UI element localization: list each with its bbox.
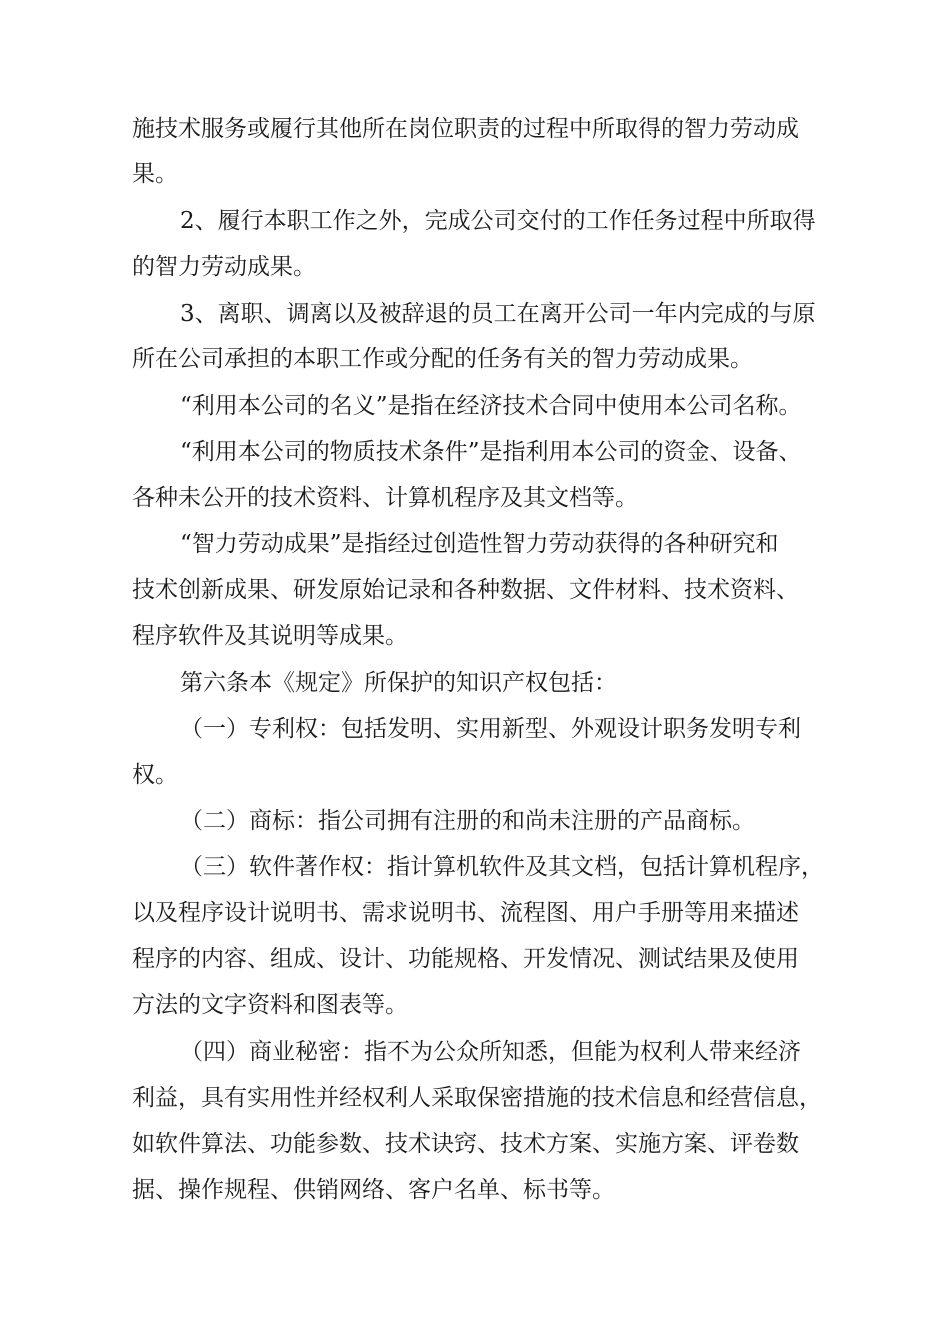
text-line: 程序的内容、组成、设计、功能规格、开发情况、测试结果及使用	[132, 946, 799, 972]
text-line: 程序软件及其说明等成果。	[132, 623, 408, 649]
text-line: 利益，具有实用性并经权利人采取保密措施的技术信息和经营信息，	[132, 1085, 822, 1111]
text-line: 果。	[132, 161, 178, 187]
text-line: （二）商标：指公司拥有注册的和尚未注册的产品商标。	[180, 808, 755, 834]
text-line: 权。	[132, 762, 178, 788]
text-line: “利用本公司的物质技术条件”是指利用本公司的资金、设备、	[180, 439, 802, 465]
text-line: 以及程序设计说明书、需求说明书、流程图、用户手册等用来描述	[132, 900, 799, 926]
text-line: （四）商业秘密：指不为公众所知悉，但能为权利人带来经济	[180, 1039, 801, 1065]
text-line: 施技术服务或履行其他所在岗位职责的过程中所取得的智力劳动成	[132, 116, 799, 142]
section-heading: 第六条本《规定》所保护的知识产权包括：	[180, 670, 617, 696]
text-line: （三）软件著作权：指计算机软件及其文档，包括计算机程序，	[180, 854, 824, 880]
text-line: 的智力劳动成果。	[132, 254, 316, 280]
text-line: （一）专利权：包括发明、实用新型、外观设计职务发明专利	[180, 716, 801, 742]
text-line: 3、离职、调离以及被辞退的员工在离开公司一年内完成的与原	[180, 301, 816, 327]
text-line: 所在公司承担的本职工作或分配的任务有关的智力劳动成果。	[132, 346, 753, 372]
text-line: 2、履行本职工作之外，完成公司交付的工作任务过程中所取得	[180, 208, 816, 234]
text-line: “利用本公司的名义”是指在经济技术合同中使用本公司名称。	[180, 393, 802, 419]
text-line: 方法的文字资料和图表等。	[132, 992, 408, 1018]
text-line: 各种未公开的技术资料、计算机程序及其文档等。	[132, 485, 638, 511]
text-line: “智力劳动成果”是指经过创造性智力劳动获得的各种研究和	[180, 531, 779, 557]
text-line: 如软件算法、功能参数、技术诀窍、技术方案、实施方案、评卷数	[132, 1131, 799, 1157]
text-line: 技术创新成果、研发原始记录和各种数据、文件材料、技术资料、	[132, 577, 799, 603]
text-line: 据、操作规程、供销网络、客户名单、标书等。	[132, 1177, 615, 1203]
